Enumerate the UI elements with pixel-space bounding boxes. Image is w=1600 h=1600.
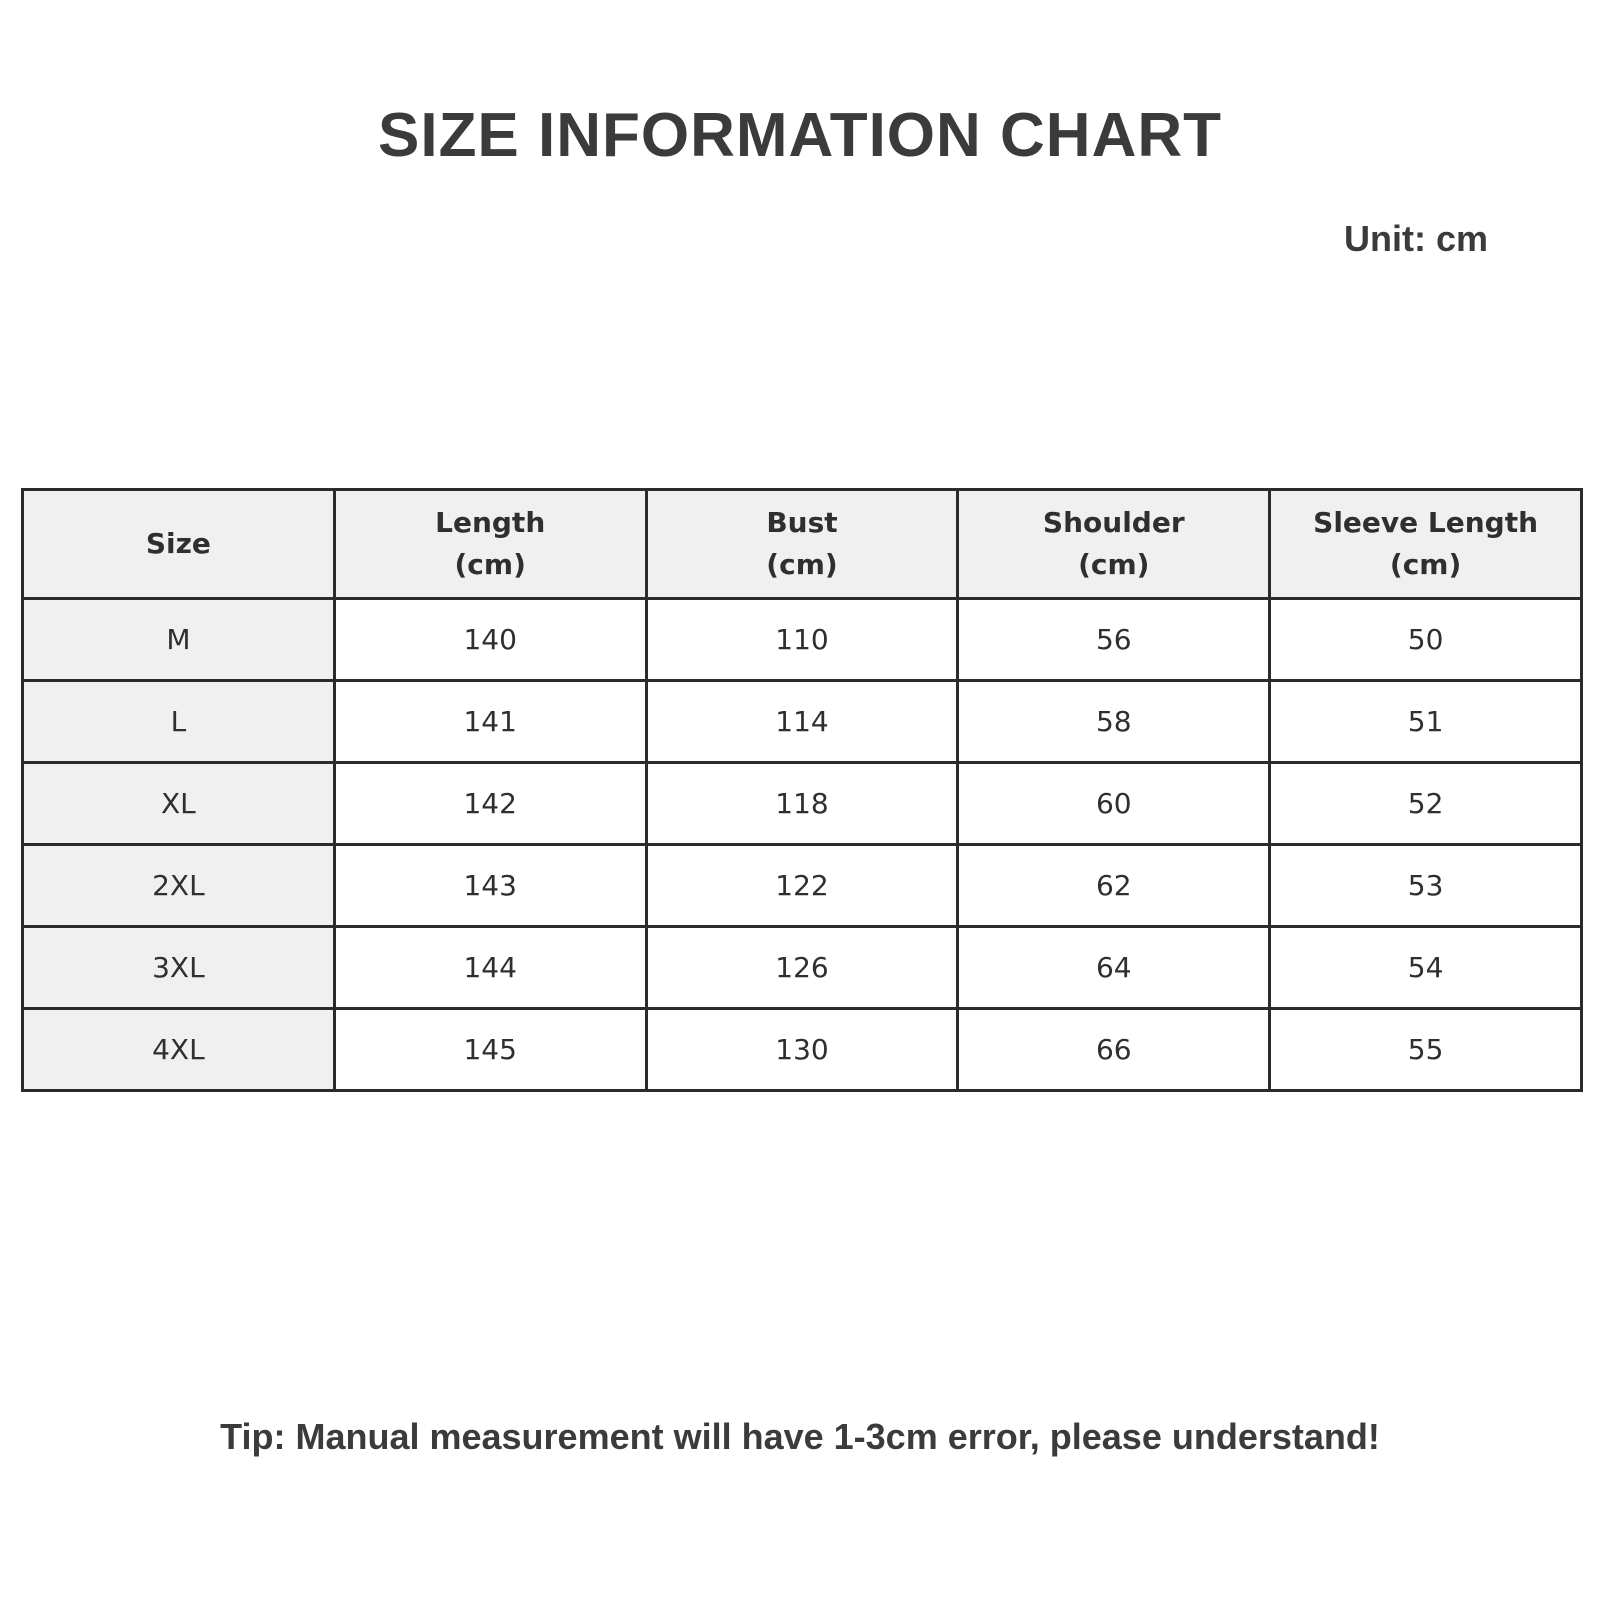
table-row [23, 845, 1582, 927]
header-sleeve-length [1270, 490, 1582, 599]
shoulder-cell: 64 [958, 927, 1270, 1009]
table-row [23, 927, 1582, 1009]
shoulder-cell: 60 [958, 763, 1270, 845]
table-row [23, 681, 1582, 763]
table-header-row [23, 490, 1582, 599]
header-bust [646, 490, 958, 599]
sleeve-length-cell: 51 [1270, 681, 1582, 763]
sleeve-length-cell: 55 [1270, 1009, 1582, 1091]
sleeve-length-cell: 54 [1270, 927, 1582, 1009]
size-cell: 2XL [23, 845, 335, 927]
shoulder-cell: 66 [958, 1009, 1270, 1091]
bust-cell: 126 [646, 927, 958, 1009]
table-row [23, 763, 1582, 845]
unit-label: Unit: cm [1344, 218, 1488, 259]
header-shoulder-unit: (cm) [1078, 548, 1150, 581]
header-bust-unit: (cm) [766, 548, 838, 581]
size-cell: M [23, 599, 335, 681]
size-table-container [21, 488, 1583, 1092]
header-size [23, 490, 335, 599]
bust-cell: 114 [646, 681, 958, 763]
shoulder-cell: 62 [958, 845, 1270, 927]
table-row [23, 599, 1582, 681]
sleeve-length-cell: 50 [1270, 599, 1582, 681]
length-cell: 141 [334, 681, 646, 763]
bust-cell: 122 [646, 845, 958, 927]
length-cell: 143 [334, 845, 646, 927]
header-shoulder-label: Shoulder [1042, 506, 1185, 539]
length-cell: 142 [334, 763, 646, 845]
header-bust-label: Bust [766, 506, 838, 539]
size-cell: L [23, 681, 335, 763]
header-size-label: Size [145, 527, 211, 560]
header-sleeve-length-label: Sleeve Length [1313, 506, 1539, 539]
size-cell: XL [23, 763, 335, 845]
bust-cell: 130 [646, 1009, 958, 1091]
header-length-unit: (cm) [454, 548, 526, 581]
sleeve-length-cell: 52 [1270, 763, 1582, 845]
page-title: SIZE INFORMATION CHART [377, 101, 1222, 170]
header-shoulder [958, 490, 1270, 599]
length-cell: 140 [334, 599, 646, 681]
measurement-tip: Tip: Manual measurement will have 1-3cm error, please understand! [220, 1416, 1380, 1457]
header-length [334, 490, 646, 599]
bust-cell: 118 [646, 763, 958, 845]
bust-cell: 110 [646, 599, 958, 681]
size-cell: 3XL [23, 927, 335, 1009]
size-table [21, 488, 1583, 1092]
length-cell: 145 [334, 1009, 646, 1091]
shoulder-cell: 58 [958, 681, 1270, 763]
sleeve-length-cell: 53 [1270, 845, 1582, 927]
shoulder-cell: 56 [958, 599, 1270, 681]
table-row [23, 1009, 1582, 1091]
size-cell: 4XL [23, 1009, 335, 1091]
length-cell: 144 [334, 927, 646, 1009]
header-sleeve-length-unit: (cm) [1389, 548, 1462, 581]
header-length-label: Length [435, 506, 546, 539]
